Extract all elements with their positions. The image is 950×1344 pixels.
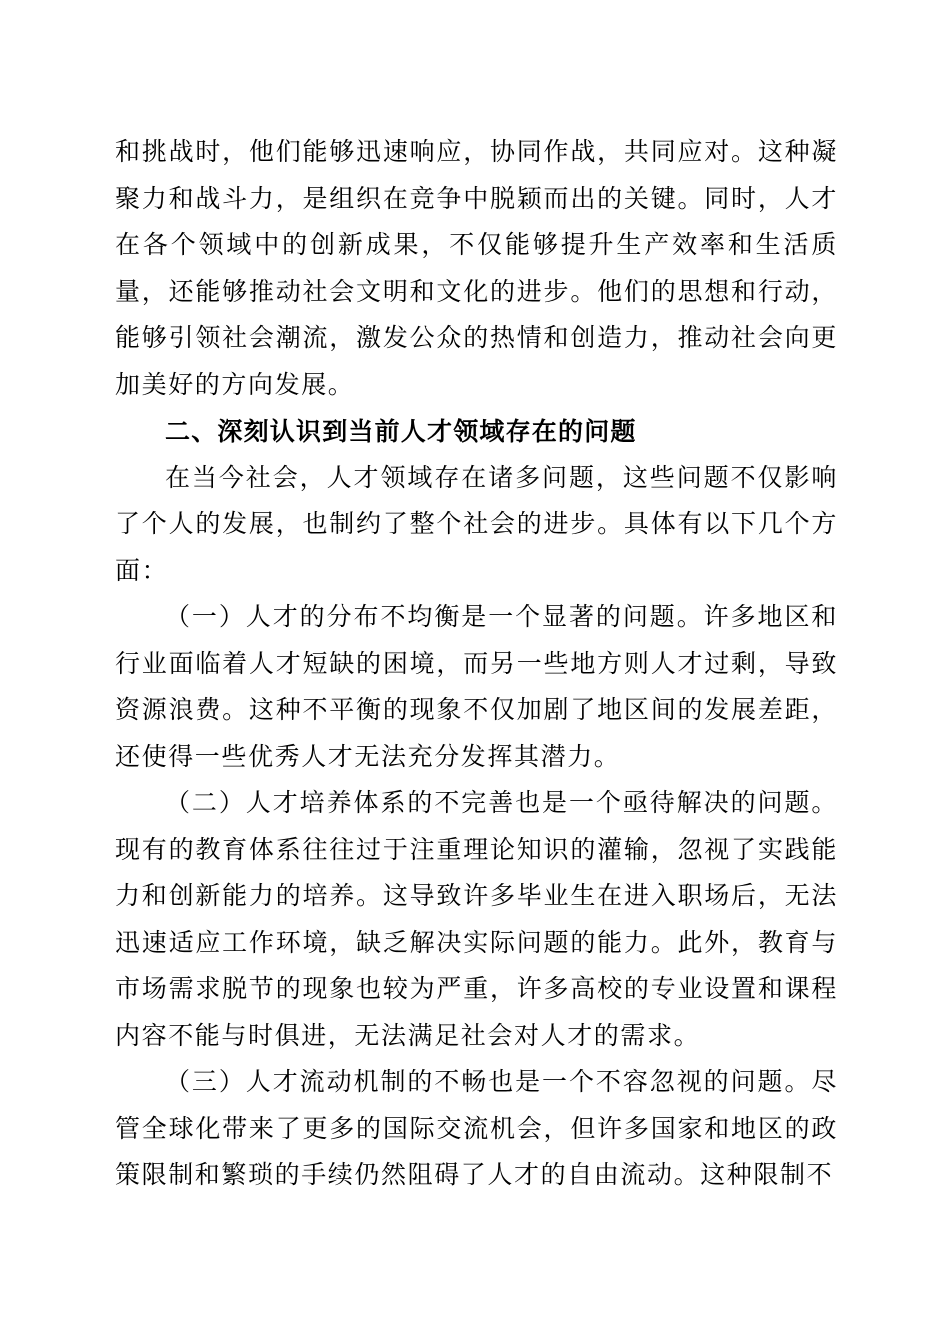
paragraph-continuation: 和挑战时，他们能够迅速响应，协同作战，共同应对。这种凝聚力和战斗力，是组织在竞争中脱颖而出的关键。同时，人才在各个领域中的创新成果，不仅能够提升生产效率和生活质量，还能够推动社会文明和文化的进步。他们的思想和行动，能够引领社会潮流，激发公众的热情和创造力，推动社会向更加美好的方向发展。 (115, 139, 838, 399)
paragraph-intro: 在当今社会，人才领域存在诸多问题，这些问题不仅影响了个人的发展，也制约了整个社会的进步。具体有以下几个方面： (115, 464, 838, 585)
paragraph-item-3: （三）人才流动机制的不畅也是一个不容忽视的问题。尽管全球化带来了更多的国际交流机会，但许多国家和地区的政策限制和繁琐的手续仍然阻碍了人才的自由流动。这种限制不 (115, 1069, 838, 1189)
paragraph-item-2: （二）人才培养体系的不完善也是一个亟待解决的问题。现有的教育体系往往过于注重理论知识的灌输，忽视了实践能力和创新能力的培养。这导致许多毕业生在进入职场后，无法迅速适应工作环境，缺乏解决实际问题的能力。此外，教育与市场需求脱节的现象也较为严重，许多高校的专业设置和课程内容不能与时俱进，无法满足社会对人才的需求。 (115, 790, 838, 1050)
paragraph-item-1: （一）人才的分布不均衡是一个显著的问题。许多地区和行业面临着人才短缺的困境，而另一些地方则人才过剩，导致资源浪费。这种不平衡的现象不仅加剧了地区间的发展差距，还使得一些优秀人才无法充分发挥其潜力。 (115, 604, 838, 771)
section-heading: 二、深刻认识到当前人才领域存在的问题 (165, 418, 637, 446)
